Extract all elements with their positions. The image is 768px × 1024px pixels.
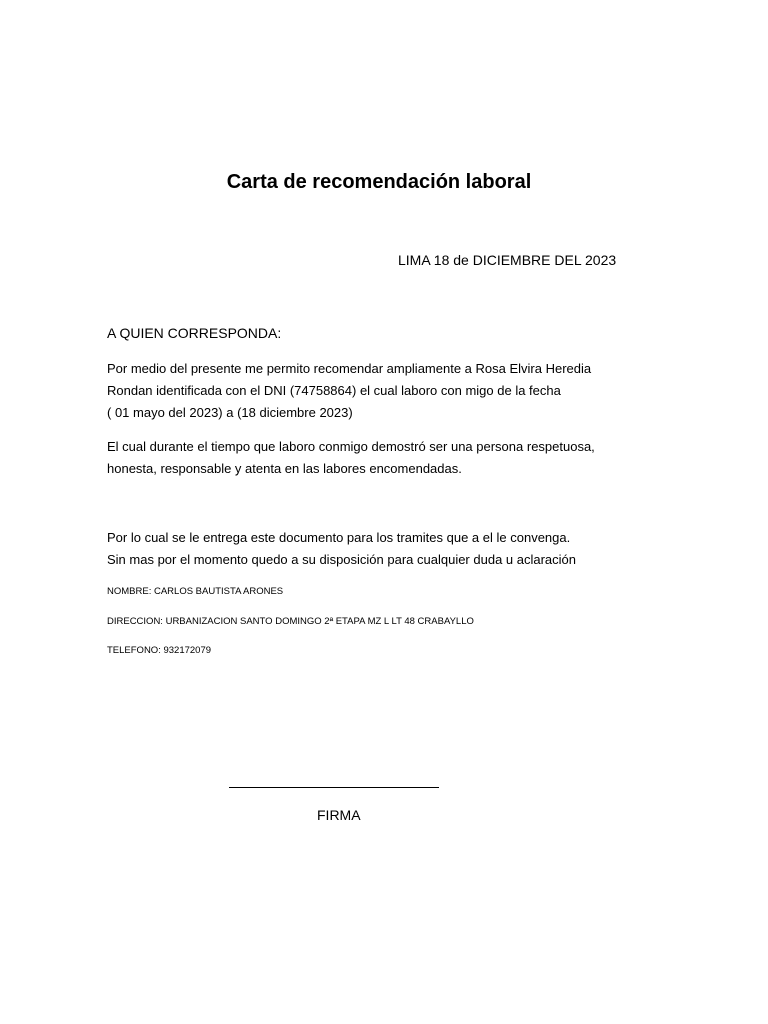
paragraph-3-line-1: Por lo cual se le entrega este documento para los tramites que a el le convenga. bbox=[107, 530, 571, 545]
contact-address: DIRECCION: URBANIZACION SANTO DOMINGO 2ª ETAPA MZ L LT 48 CRABAYLLO bbox=[107, 616, 474, 627]
paragraph-1-line-1: Por medio del presente me permito recomendar ampliamente a Rosa Elvira Heredia bbox=[107, 361, 592, 376]
paragraph-2-line-2: honesta, responsable y atenta en las labores encomendadas. bbox=[107, 461, 462, 476]
paragraph-3-line-2: Sin mas por el momento quedo a su disposición para cualquier duda u aclaración bbox=[107, 552, 577, 567]
salutation: A QUIEN CORRESPONDA: bbox=[107, 325, 282, 341]
contact-phone: TELEFONO: 932172079 bbox=[107, 645, 212, 656]
paragraph-2-line-1: El cual durante el tiempo que laboro conmigo demostró ser una persona respetuosa, bbox=[107, 439, 595, 454]
contact-name: NOMBRE: CARLOS BAUTISTA ARONES bbox=[107, 586, 284, 597]
paragraph-1-line-2: Rondan identificada con el DNI (74758864) el cual laboro con migo de la fecha bbox=[107, 383, 561, 398]
signature-label: FIRMA bbox=[317, 807, 361, 823]
place-date: LIMA 18 de DICIEMBRE DEL 2023 bbox=[398, 252, 617, 268]
signature-line bbox=[229, 787, 439, 788]
letter-title: Carta de recomendación laboral bbox=[226, 171, 532, 193]
paragraph-1-line-3: ( 01 mayo del 2023) a (18 diciembre 2023) bbox=[107, 405, 353, 420]
